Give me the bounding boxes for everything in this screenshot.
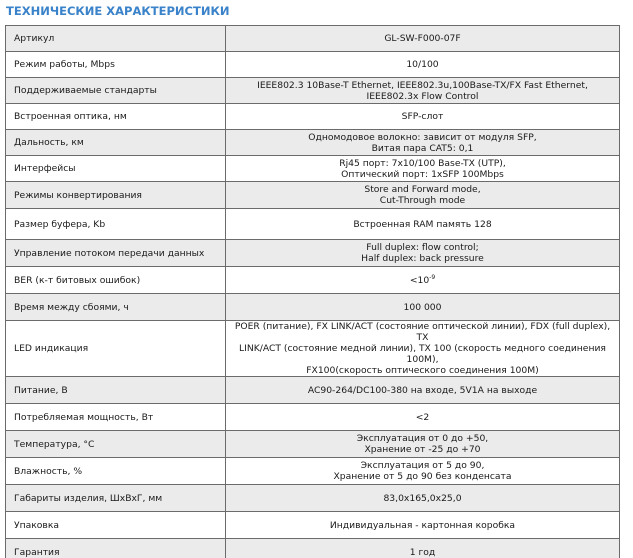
spec-value-line [230, 111, 615, 122]
spec-value-text: GL-SW-F000-07F [384, 33, 461, 44]
spec-value [226, 209, 620, 240]
spec-value-text: 10/100 [406, 59, 439, 70]
spec-value-line [230, 91, 615, 102]
spec-value-line [230, 412, 615, 423]
spec-value [226, 294, 620, 321]
spec-value-line [230, 520, 615, 531]
spec-value-line [230, 80, 615, 91]
spec-value-text: 83,0x165,0x25,0 [383, 492, 462, 504]
spec-value-text: AC90-264/DC100-380 на входе, 5V1A на выходе [307, 384, 538, 396]
spec-value [226, 539, 620, 558]
specs-table-body [6, 26, 620, 558]
spec-value [226, 156, 620, 182]
spec-row [6, 78, 620, 104]
spec-value-line [230, 471, 615, 482]
spec-value-text: <10 [409, 274, 430, 286]
spec-row [6, 294, 620, 321]
spec-label: Гарантия [6, 539, 226, 558]
spec-value-line [230, 302, 615, 313]
spec-label: Интерфейсы [6, 156, 226, 182]
spec-value-line [230, 253, 615, 264]
spec-row [6, 512, 620, 539]
spec-row [6, 267, 620, 294]
spec-value-line [230, 444, 615, 455]
spec-value-line [230, 132, 615, 143]
spec-label: Режимы конвертирования [6, 182, 226, 209]
spec-value-text: Store and Forward mode, [364, 184, 481, 195]
spec-value-text: Rj45 порт: 7x10/100 Base-TX (UTP), [339, 157, 506, 169]
spec-label: Упаковка [6, 512, 226, 539]
spec-row [6, 240, 620, 267]
spec-value-text: Хранение от 5 до 90 без конденсата [333, 471, 512, 482]
spec-value-text: 100 000 [403, 301, 442, 313]
spec-value [226, 321, 620, 377]
spec-value-line [230, 242, 615, 253]
spec-label: Потребляемая мощность, Вт [6, 404, 226, 431]
spec-value-line [230, 219, 615, 230]
spec-value-text: Эксплуатация от 5 до 90, [360, 460, 485, 471]
specs-table [5, 25, 620, 558]
spec-label: Влажность, % [6, 458, 226, 485]
spec-value-text: <2 [415, 411, 430, 423]
spec-value-text: SFP-слот [401, 111, 444, 122]
spec-row [6, 321, 620, 377]
spec-value-text: Одномодовое волокно: зависит от модуля SFP, [308, 131, 537, 143]
section-title: ТЕХНИЧЕСКИЕ ХАРАКТЕРИСТИКИ [6, 4, 230, 18]
spec-value-text: Витая пара CAT5: 0,1 [371, 142, 474, 154]
spec-label: Габариты изделия, ШхВхГ, мм [6, 485, 226, 512]
spec-value [226, 377, 620, 404]
spec-label: LED индикация [6, 321, 226, 377]
spec-row [6, 404, 620, 431]
spec-value-line [230, 195, 615, 206]
spec-label: Температура, °С [6, 431, 226, 458]
spec-value [226, 485, 620, 512]
spec-value-text: Half duplex: back pressure [361, 253, 484, 264]
spec-row [6, 26, 620, 52]
spec-label: Поддерживаемые стандарты [6, 78, 226, 104]
spec-row [6, 458, 620, 485]
spec-value [226, 52, 620, 78]
spec-value-text: Full duplex: flow control; [366, 242, 479, 253]
spec-value-line [230, 433, 615, 444]
spec-value [226, 458, 620, 485]
spec-row [6, 182, 620, 209]
spec-label: Артикул [6, 26, 226, 52]
spec-value-line [230, 158, 615, 169]
spec-value-text: Индивидуальная - картонная коробка [329, 519, 516, 531]
spec-value-line [230, 493, 615, 504]
spec-row [6, 431, 620, 458]
spec-value-line [230, 343, 615, 365]
spec-value [226, 431, 620, 458]
spec-value-line [230, 365, 615, 376]
spec-value [226, 240, 620, 267]
spec-label: Размер буфера, Kb [6, 209, 226, 240]
spec-row [6, 156, 620, 182]
spec-value [226, 267, 620, 294]
spec-value-text: Встроенная RAM память 128 [353, 218, 492, 230]
spec-label: Режим работы, Mbps [6, 52, 226, 78]
spec-value-line [230, 33, 615, 44]
spec-value-line [230, 385, 615, 396]
spec-value [226, 404, 620, 431]
spec-value [226, 130, 620, 156]
spec-value-line [230, 184, 615, 195]
spec-value-text: IEEE802.3x Flow Control [366, 90, 479, 102]
spec-value-superscript: -9 [429, 273, 436, 281]
spec-value-line [230, 275, 615, 286]
spec-value [226, 26, 620, 52]
spec-row [6, 377, 620, 404]
spec-value-line [230, 460, 615, 471]
spec-label: Встроенная оптика, нм [6, 104, 226, 130]
spec-value-line [230, 547, 615, 558]
spec-row [6, 104, 620, 130]
spec-label: Дальность, км [6, 130, 226, 156]
spec-value-text: Оптический порт: 1xSFP 100Mbps [341, 168, 504, 180]
spec-value-text: POER (питание), FX LINK/ACT (состояние оптической линии), FDX (full duplex), TX [234, 321, 611, 343]
spec-value-line [230, 59, 615, 70]
spec-value [226, 78, 620, 104]
spec-value [226, 512, 620, 539]
spec-row [6, 209, 620, 240]
spec-label: Время между сбоями, ч [6, 294, 226, 321]
spec-value-text: Cut-Through mode [379, 195, 466, 206]
spec-value-line [230, 321, 615, 343]
spec-label: Управление потоком передачи данных [6, 240, 226, 267]
spec-row [6, 130, 620, 156]
spec-label: Питание, В [6, 377, 226, 404]
spec-value-line [230, 169, 615, 180]
spec-value-text: Хранение от -25 до +70 [364, 444, 481, 455]
spec-row [6, 539, 620, 558]
spec-value-text: LINK/ACT (состояние медной линии), TX 100 (скорость медного соединения 100M), [239, 343, 606, 365]
spec-label: BER (к-т битовых ошибок) [6, 267, 226, 294]
spec-value-line [230, 143, 615, 154]
spec-value-text: FX100(скорость оптического соединения 100M) [306, 365, 539, 376]
spec-value-text: Эксплуатация от 0 до +50, [356, 433, 489, 444]
spec-row [6, 52, 620, 78]
spec-value [226, 182, 620, 209]
spec-value [226, 104, 620, 130]
spec-value-text: 1 год [409, 546, 436, 558]
spec-row [6, 485, 620, 512]
spec-value-text: IEEE802.3 10Base-T Ethernet, IEEE802.3u,100Base-TX/FX Fast Ethernet, [257, 79, 588, 91]
